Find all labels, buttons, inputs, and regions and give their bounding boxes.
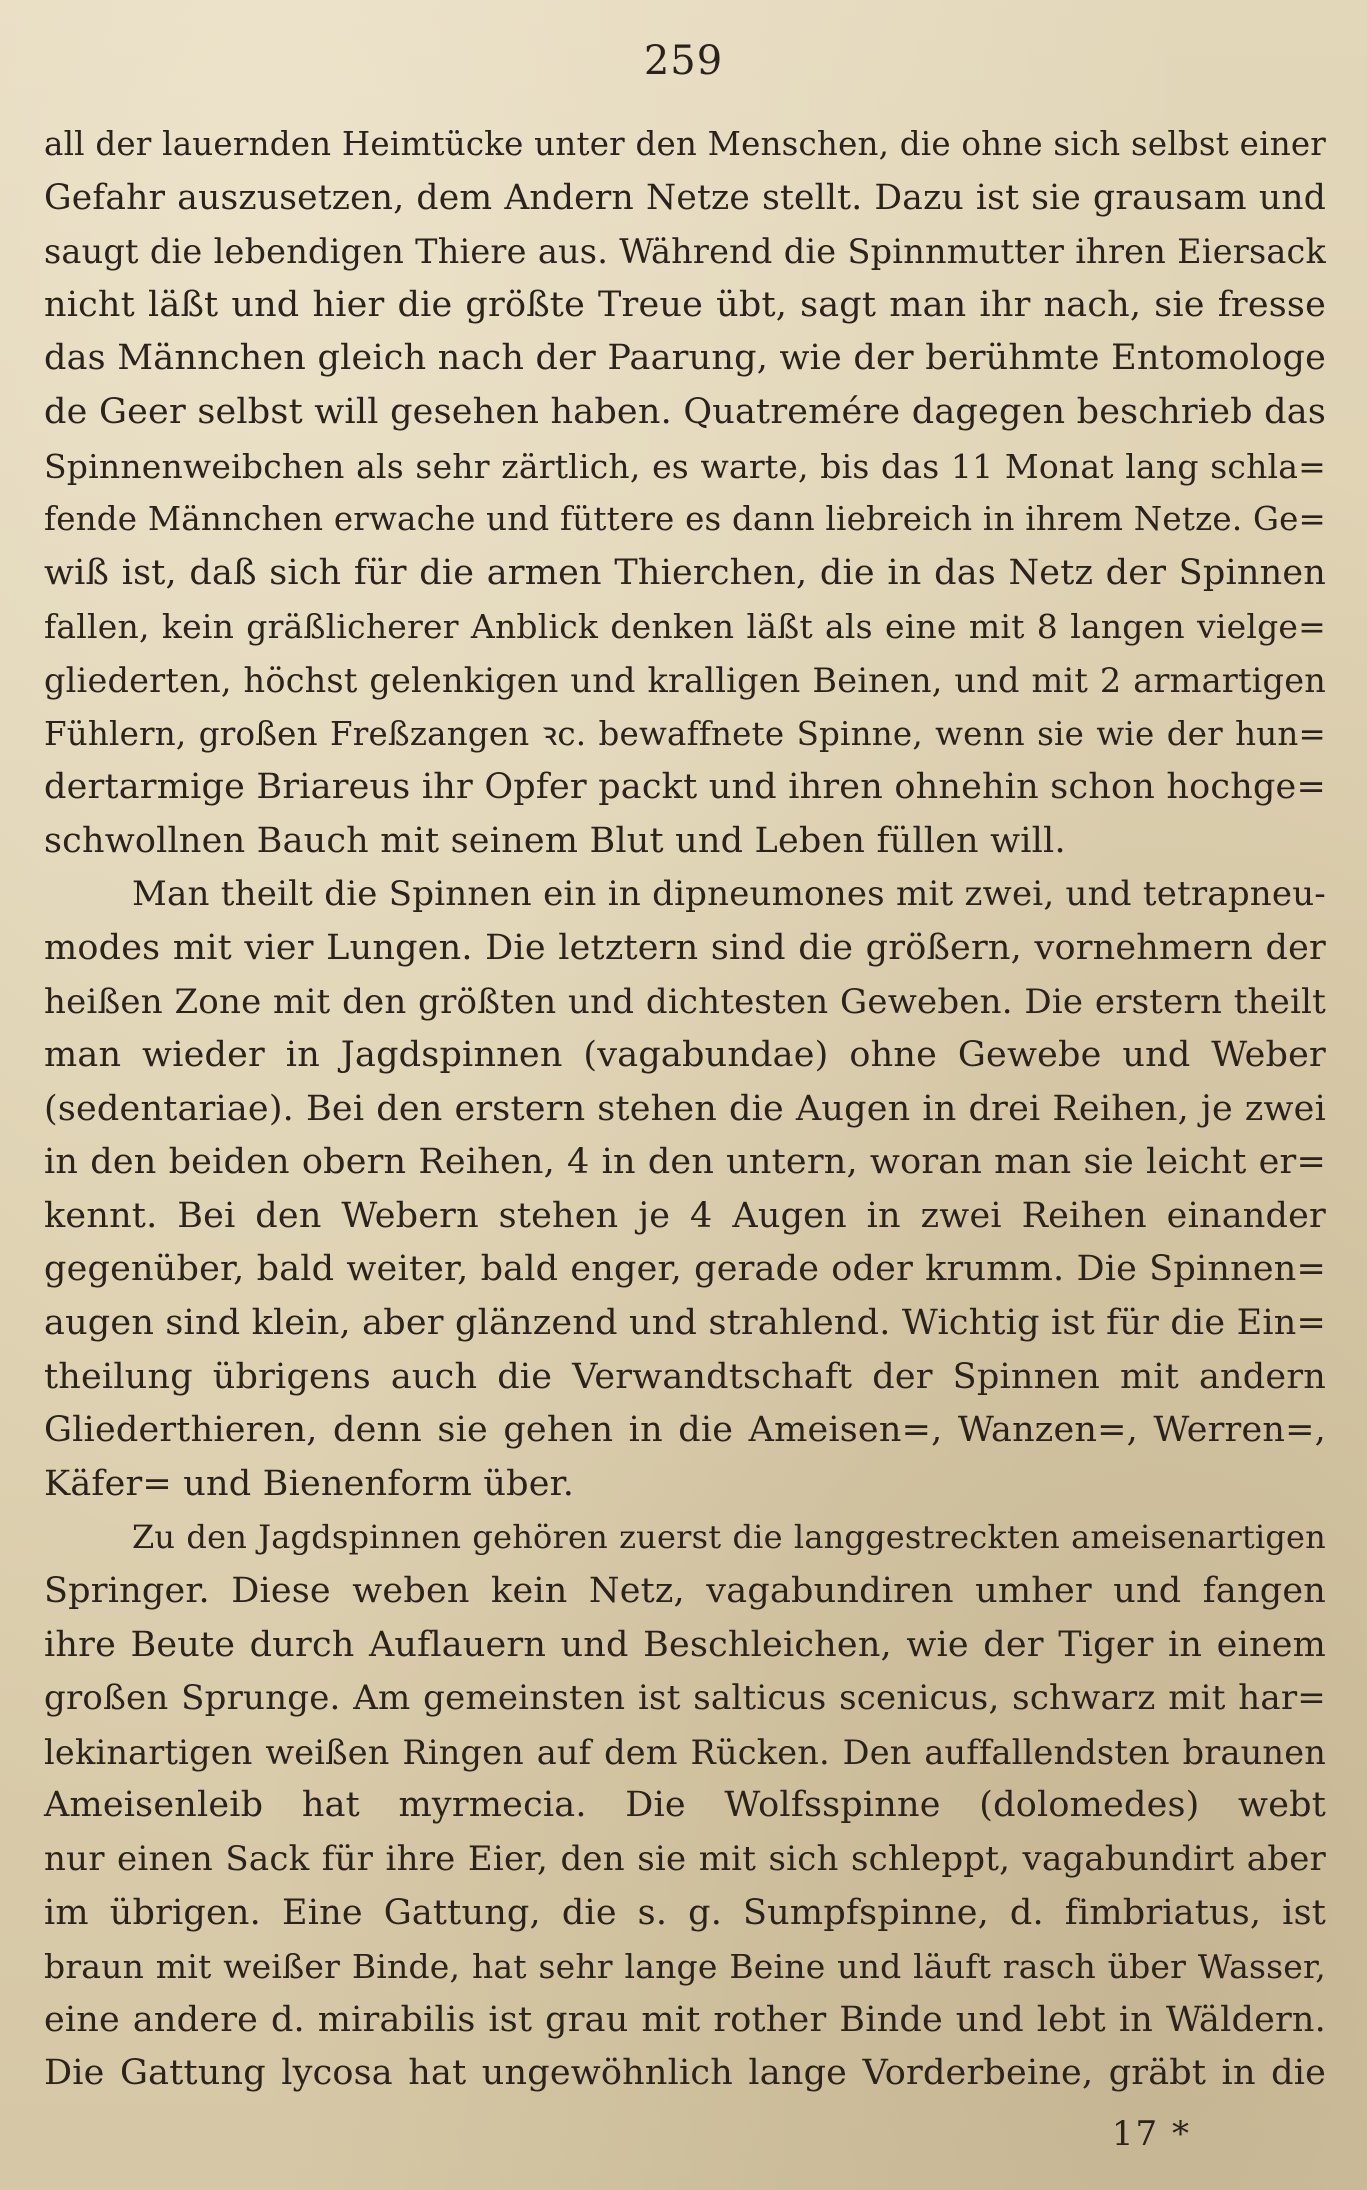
text-line: schwollnen Bauch mit seinem Blut und Leben füllen will. [44,820,1066,861]
text-line: eine andere d. mirabilis ist grau mit rother Binde und lebt in Wäldern. [44,1999,1326,2040]
text-line: Zu den Jagdspinnen gehören zuerst die langgestreckten ameisenartigen [132,1518,1326,1557]
text-line: gegenüber, bald weiter, bald enger, gerade oder krumm. Die Spinnen= [44,1249,1326,1290]
text-line: braun mit weißer Binde, hat sehr lange Beine und läuft rasch über Wasser, [44,1947,1326,1987]
text-line: im übrigen. Eine Gattung, die s. g. Sumpfspinne, d. fimbriatus, ist [44,1892,1326,1933]
text-line: (sedentariae). Bei den erstern stehen die Augen in drei Reihen, je zwei [44,1088,1326,1129]
text-line: gliederten, höchst gelenkigen und kralligen Beinen, und mit 2 armartigen [44,660,1326,700]
text-line: lekinartigen weißen Ringen auf dem Rücken. Den auffallendsten braunen [44,1732,1326,1772]
page-number: 259 [643,38,724,84]
text-line: Fühlern, großen Freßzangen ꝛc. bewaffnete Spinne, wenn sie wie der hun= [44,714,1326,753]
text-line: Ameisenleib hat myrmecia. Die Wolfsspinne (dolomedes) webt [44,1785,1326,1826]
text-line: fallen, kein gräßlicherer Anblick denken läßt als eine mit 8 langen vielge= [44,607,1326,647]
text-line: Springer. Diese weben kein Netz, vagabundiren umher und fangen [44,1571,1326,1612]
text-line: Gliederthieren, denn sie gehen in die Ameisen=, Wanzen=, Werren=, [44,1410,1326,1451]
text-line: modes mit vier Lungen. Die letztern sind die größern, vornehmern der [44,927,1326,968]
text-line: theilung übrigens auch die Verwandtschaft der Spinnen mit andern [44,1356,1326,1397]
text-line: augen sind klein, aber glänzend und strahlend. Wichtig ist für die Ein= [44,1303,1326,1344]
body-text [44,118,1326,2101]
signature-mark: 17 * [1111,2114,1191,2154]
text-line: wiß ist, daß sich für die armen Thierchen, die in das Netz der Spinnen [44,552,1326,593]
text-line: in den beiden obern Reihen, 4 in den untern, woran man sie leicht er= [44,1142,1326,1183]
text-line: Gefahr auszusetzen, dem Andern Netze stellt. Dazu ist sie grausam und [44,177,1326,218]
text-line: dertarmige Briareus ihr Opfer packt und ihren ohnehin schon hochge= [44,767,1326,808]
text-line: nicht läßt und hier die größte Treue übt, sagt man ihr nach, sie fresse [44,284,1326,325]
text-line: man wieder in Jagdspinnen (vagabundae) ohne Gewebe und Weber [44,1035,1326,1076]
text-line: saugt die lebendigen Thiere aus. Während die Spinnmutter ihren Eiersack [44,232,1326,272]
text-line: Die Gattung lycosa hat ungewöhnlich lange Vorderbeine, gräbt in die [44,2053,1326,2094]
text-line: ihre Beute durch Auflauern und Beschleichen, wie der Tiger in einem [44,1624,1326,1665]
text-line: das Männchen gleich nach der Paarung, wie der berühmte Entomologe [44,338,1326,379]
text-line: nur einen Sack für ihre Eier, den sie mit sich schleppt, vagabundirt aber [44,1839,1326,1879]
text-line: großen Sprunge. Am gemeinsten ist salticus scenicus, schwarz mit har= [44,1678,1326,1719]
text-line: fende Männchen erwache und füttere es dann liebreich in ihrem Netze. Ge= [44,500,1326,539]
text-line: Man theilt die Spinnen ein in dipneumones mit zwei, und tetrapneu- [132,874,1326,915]
text-line: Spinnenweibchen als sehr zärtlich, es warte, bis das 11 Monat lang schla= [44,446,1326,486]
text-line: all der lauernden Heimtücke unter den Menschen, die ohne sich selbst einer [44,125,1326,163]
text-line: heißen Zone mit den größten und dichtesten Geweben. Die erstern theilt [44,981,1326,1022]
text-line: kennt. Bei den Webern stehen je 4 Augen in zwei Reihen einander [44,1195,1326,1236]
text-line: de Geer selbst will gesehen haben. Quatremére dagegen beschrieb das [44,391,1326,432]
text-line: Käfer= und Bienenform über. [44,1463,575,1504]
